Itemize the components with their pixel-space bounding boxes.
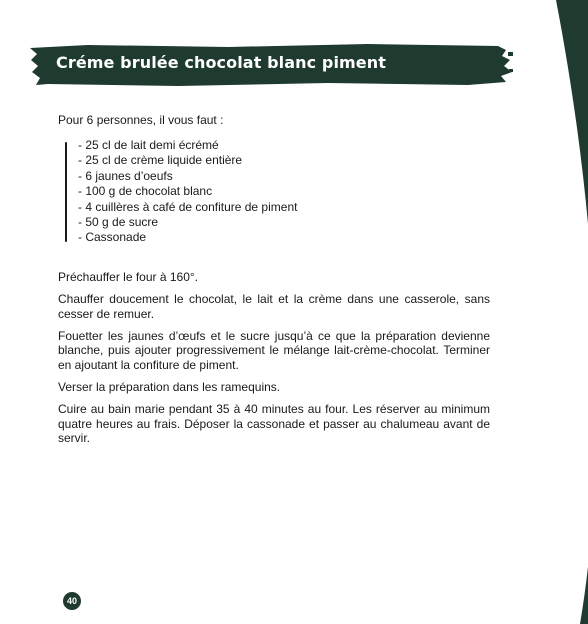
ingredient-item: - 25 cl de lait demi écrémé — [78, 138, 219, 152]
list-bracket — [65, 142, 67, 242]
preparation-steps — [58, 270, 490, 453]
step-paragraph: Préchauffer le four à 160°. — [58, 270, 198, 284]
step-paragraph: Chauffer doucement le chocolat, le lait et la crème dans une casserole, sans cesser de remuer. — [58, 292, 490, 321]
step-paragraph: Cuire au bain marie pendant 35 à 40 minutes au four. Les réserver au minimum quatre heures au frais. Déposer la cassonade et passer au chalumeau avant de servir. — [58, 402, 490, 446]
ingredient-item: - 4 cuillères à café de confiture de piment — [78, 199, 298, 214]
step-paragraph: Fouetter les jaunes d’œufs et le sucre jusqu’à ce que la préparation devienne blanche, puis ajouter progressivement le mélange lait-crème-chocolat. Terminer en ajoutant la confiture de piment. — [58, 328, 490, 372]
servings-intro: Pour 6 personnes, il vous faut : — [58, 113, 224, 127]
ingredient-item: - 25 cl de crème liquide entière — [78, 153, 243, 168]
decorative-swoosh — [518, 0, 588, 624]
ingredient-item: - 100 g de chocolat blanc — [78, 184, 213, 199]
page-number: 40 — [63, 592, 81, 610]
recipe-title: Créme brulée chocolat blanc piment — [56, 53, 386, 72]
ingredients-list — [65, 138, 297, 246]
ingredient-item: - Cassonade — [78, 230, 147, 245]
ingredient-item: - 50 g de sucre — [78, 215, 159, 230]
step-paragraph: Verser la préparation dans les ramequins. — [58, 380, 281, 395]
title-banner — [28, 42, 514, 86]
ingredient-item: - 6 jaunes d’oeufs — [78, 168, 173, 183]
